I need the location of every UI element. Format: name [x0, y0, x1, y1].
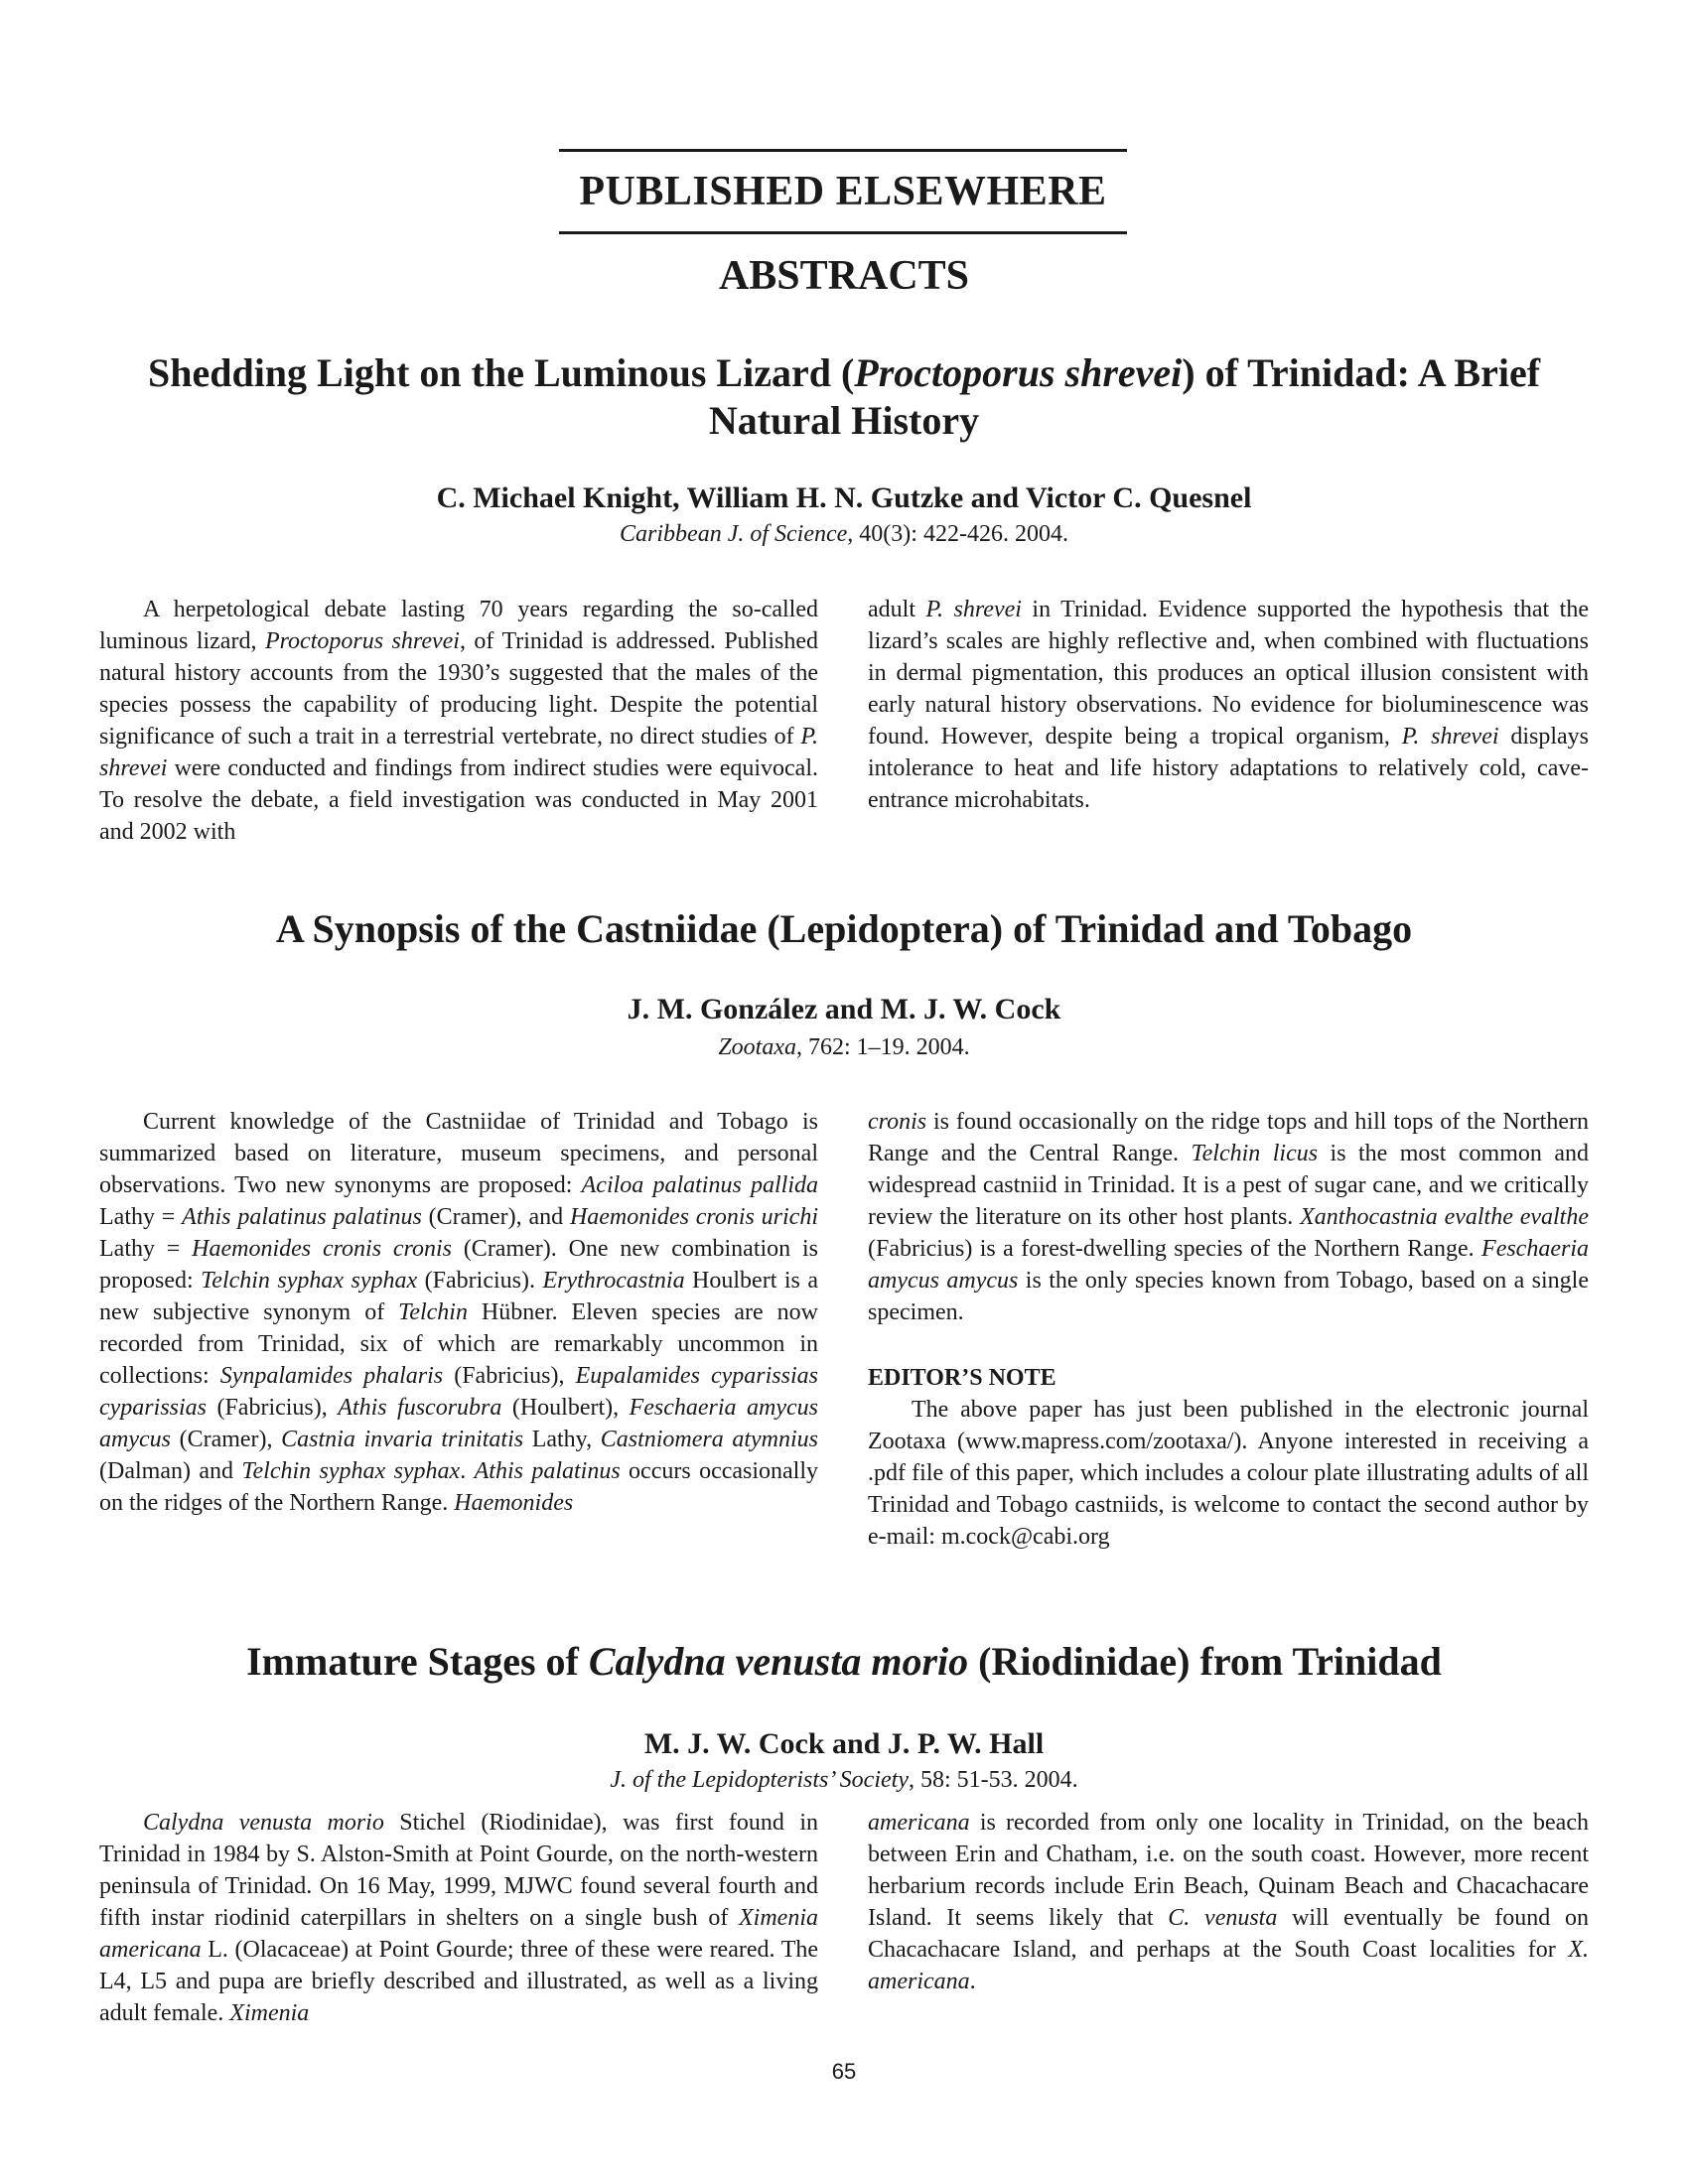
- abstract-paragraph: Calydna venusta morio Stichel (Riodinidae), was first found in Trinidad in 1984 by S. Alston-Smith at Point Gourde, on the north-western peninsula of Trinidad. On 16 May, 1999, MJWC found several fourth and fifth instar riodinid caterpillars in shelters on a single bush of Ximenia americana L. (Olacaceae) at Point Gourde; three of these were reared. The L4, L5 and pupa are briefly described and illustrated, as well as a living adult female. Ximenia: [99, 1810, 818, 2026]
- italic-term: Telchin syphax syphax: [241, 1458, 461, 1484]
- italic-term: Telchin syphax syphax: [201, 1268, 418, 1294]
- italic-term: C. venusta: [1168, 1905, 1278, 1931]
- editor-note-heading: EDITOR’S NOTE: [868, 1365, 1056, 1391]
- italic-term: Ximenia: [229, 2000, 310, 2026]
- italic-term: P. shrevei: [925, 597, 1022, 622]
- italic-term: P. shrevei: [1401, 724, 1499, 750]
- article-citation: Caribbean J. of Science, 40(3): 422-426. 2004.: [620, 521, 1068, 547]
- abstract-right-column: [868, 1807, 1589, 1997]
- article-authors: J. M. González and M. J. W. Cock: [627, 993, 1061, 1025]
- abstract-right-column: [868, 1106, 1589, 1553]
- article-title: A Synopsis of the Castniidae (Lepidoptera) of Trinidad and Tobago: [275, 906, 1413, 951]
- article-authors: M. J. W. Cock and J. P. W. Hall: [643, 1727, 1045, 1760]
- italic-term: americana: [868, 1810, 970, 1836]
- italic-term: Eupalamides cyparissias cyparissias: [99, 1363, 818, 1421]
- italic-term: P. shrevei: [99, 724, 818, 781]
- abstracts-heading: ABSTRACTS: [718, 253, 970, 299]
- italic-term: Feschaeria amycus amycus: [868, 1236, 1589, 1294]
- abstract-paragraph: cronis is found occasionally on the ridge tops and hill tops of the Northern Range and the Central Range. Telchin licus is the most common and widespread castniid in Trinidad. It is a pest of sugar cane, and we critically review the literature on its other host plants. Xanthocastnia evalthe evalthe (Fabricius) is a forest-dwelling species of the Northern Range. Feschaeria amycus amycus is the only species known from Tobago, based on a single specimen.: [868, 1109, 1589, 1325]
- italic-term: Erythrocastnia: [542, 1268, 685, 1294]
- italic-term: Aciloa palatinus pallida: [581, 1172, 818, 1198]
- italic-term: X. americana: [868, 1937, 1589, 1994]
- italic-term: Haemonides cronis urichi: [569, 1204, 819, 1230]
- italic-term: Telchin: [398, 1299, 468, 1325]
- italic-term: Athis palatinus palatinus: [182, 1204, 422, 1230]
- italic-term: Synpalamides phalaris: [219, 1363, 444, 1389]
- editor-note-text: The above paper has just been published in the electronic journal Zootaxa (www.mapress.com/zootaxa/). Anyone interested in receiving a .pdf file of this paper, which includes a colour plate illustrating adults of all Trinidad and Tobago castniids, is welcome to contact the second author by e-mail: m.cock@cabi.org: [868, 1397, 1589, 1550]
- italic-term: Proctoporus shrevei: [264, 628, 460, 654]
- section-header: PUBLISHED ELSEWHERE: [559, 149, 1127, 234]
- abstract-left-column: [99, 594, 818, 848]
- italic-term: Castniomera atymnius: [600, 1427, 818, 1452]
- page-number: 65: [831, 2059, 857, 2084]
- abstract-paragraph: adult P. shrevei in Trinidad. Evidence supported the hypothesis that the lizard’s scales are highly reflective and, when combined with fluctuations in dermal pigmentation, this produces an optical illusion consistent with early natural history observations. No evidence for bioluminescence was found. However, despite being a tropical organism, P. shrevei displays intolerance to heat and life history adaptations to relatively cold, cave-entrance microhabitats.: [868, 597, 1590, 813]
- italic-term: Athis palatinus: [474, 1458, 621, 1484]
- italic-term: Ximenia americana: [99, 1905, 818, 1963]
- italic-term: Haemonides: [454, 1490, 574, 1516]
- italic-term: Athis fuscorubra: [338, 1395, 502, 1421]
- abstract-right-column: [868, 594, 1589, 816]
- italic-term: cronis: [868, 1109, 927, 1135]
- italic-term: Castnia invaria trinitatis: [281, 1427, 524, 1452]
- italic-term: Haemonides cronis cronis: [192, 1236, 452, 1262]
- italic-term: Feschaeria amycus amycus: [99, 1395, 818, 1452]
- italic-term: Xanthocastnia evalthe evalthe: [1300, 1204, 1589, 1230]
- abstract-paragraph: A herpetological debate lasting 70 years regarding the so-called luminous lizard, Proctoporus shrevei, of Trinidad is addressed. Published natural history accounts from the 1930’s suggested that the males of the species possess the capability of producing light. Despite the potential significance of such a trait in a terrestrial vertebrate, no direct studies of P. shrevei were conducted and findings from indirect studies were equivocal. To resolve the debate, a field investigation was conducted in May 2001 and 2002 with: [99, 597, 818, 845]
- article-authors: C. Michael Knight, William H. N. Gutzke and Victor C. Quesnel: [436, 481, 1252, 514]
- italic-term: Telchin licus: [1191, 1141, 1319, 1166]
- article-title: Immature Stages of Calydna venusta morio (Riodinidae) from Trinidad: [246, 1639, 1442, 1684]
- article-title: Shedding Light on the Luminous Lizard (Proctoporus shrevei) of Trinidad: A Brief Natural History: [147, 350, 1541, 443]
- abstract-left-column: [99, 1807, 818, 2029]
- abstract-left-column: [99, 1106, 818, 1519]
- article-citation: J. of the Lepidopterists’ Society, 58: 51-53. 2004.: [610, 1767, 1078, 1793]
- article-citation: Zootaxa, 762: 1–19. 2004.: [718, 1034, 970, 1060]
- abstract-paragraph: americana is recorded from only one locality in Trinidad, on the beach between Erin and Chatham, i.e. on the south coast. However, more recent herbarium records include Erin Beach, Quinam Beach and Chacachacare Island. It seems likely that C. venusta will eventually be found on Chacachacare Island, and perhaps at the South Coast localities for X. americana.: [868, 1810, 1589, 1994]
- abstract-paragraph: Current knowledge of the Castniidae of Trinidad and Tobago is summarized based on literature, museum specimens, and personal observations. Two new synonyms are proposed: Aciloa palatinus pallida Lathy = Athis palatinus palatinus (Cramer), and Haemonides cronis urichi Lathy = Haemonides cronis cronis (Cramer). One new combination is proposed: Telchin syphax syphax (Fabricius). Erythrocastnia Houlbert is a new subjective synonym of Telchin Hübner. Eleven species are now recorded from Trinidad, six of which are remarkably uncommon in collections: Synpalamides phalaris (Fabricius), Eupalamides cyparissias cyparissias (Fabricius), Athis fuscorubra (Houlbert), Feschaeria amycus amycus (Cramer), Castnia invaria trinitatis Lathy, Castniomera atymnius (Dalman) and Telchin syphax syphax. Athis palatinus occurs occasionally on the ridges of the Northern Range. Haemonides: [99, 1109, 819, 1516]
- italic-term: Calydna venusta morio: [143, 1810, 384, 1836]
